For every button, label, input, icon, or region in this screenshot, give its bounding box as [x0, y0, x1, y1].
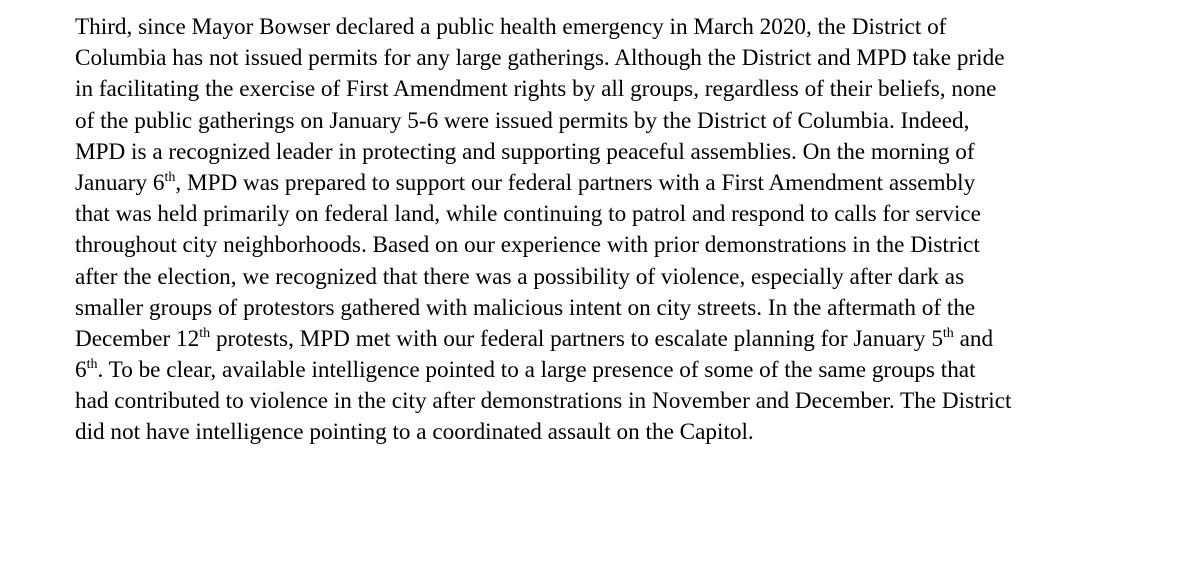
ordinal-suffix: th — [86, 357, 98, 373]
text-line: December 12th protests, MPD met with our federal partners to escalate planning for January 5th and — [75, 325, 994, 352]
text-line: MPD is a recognized leader in protecting and supporting peaceful assemblies. On the morning of — [75, 138, 975, 165]
text-line: Third, since Mayor Bowser declared a public health emergency in March 2020, the District of — [75, 14, 947, 40]
ordinal-suffix: th — [199, 325, 211, 341]
text-line: of the public gatherings on January 5-6 were issued permits by the District of Columbia. Indeed, — [75, 107, 970, 134]
ordinal-suffix: th — [164, 169, 176, 185]
text-line: throughout city neighborhoods. Based on our experience with prior demonstrations in the District — [75, 232, 980, 259]
body-paragraph — [75, 12, 1135, 449]
text-line: had contributed to violence in the city after demonstrations in November and December. The District — [75, 388, 1012, 415]
text-line: 6th. To be clear, available intelligence pointed to a large presence of some of the same groups that — [75, 357, 976, 384]
ordinal-suffix: th — [942, 325, 954, 341]
text-line: January 6th, MPD was prepared to support our federal partners with a First Amendment assembly — [75, 169, 976, 196]
text-line: smaller groups of protestors gathered with malicious intent on city streets. In the aftermath of the — [75, 294, 976, 321]
text-line: in facilitating the exercise of First Amendment rights by all groups, regardless of their beliefs, none — [75, 76, 997, 103]
text-line: that was held primarily on federal land, while continuing to patrol and respond to calls for service — [75, 201, 981, 228]
text-line: did not have intelligence pointing to a coordinated assault on the Capitol. — [75, 419, 754, 446]
text-line: Columbia has not issued permits for any large gatherings. Although the District and MPD take pride — [75, 45, 1005, 72]
text-line: after the election, we recognized that there was a possibility of violence, especially after dark as — [75, 263, 965, 290]
